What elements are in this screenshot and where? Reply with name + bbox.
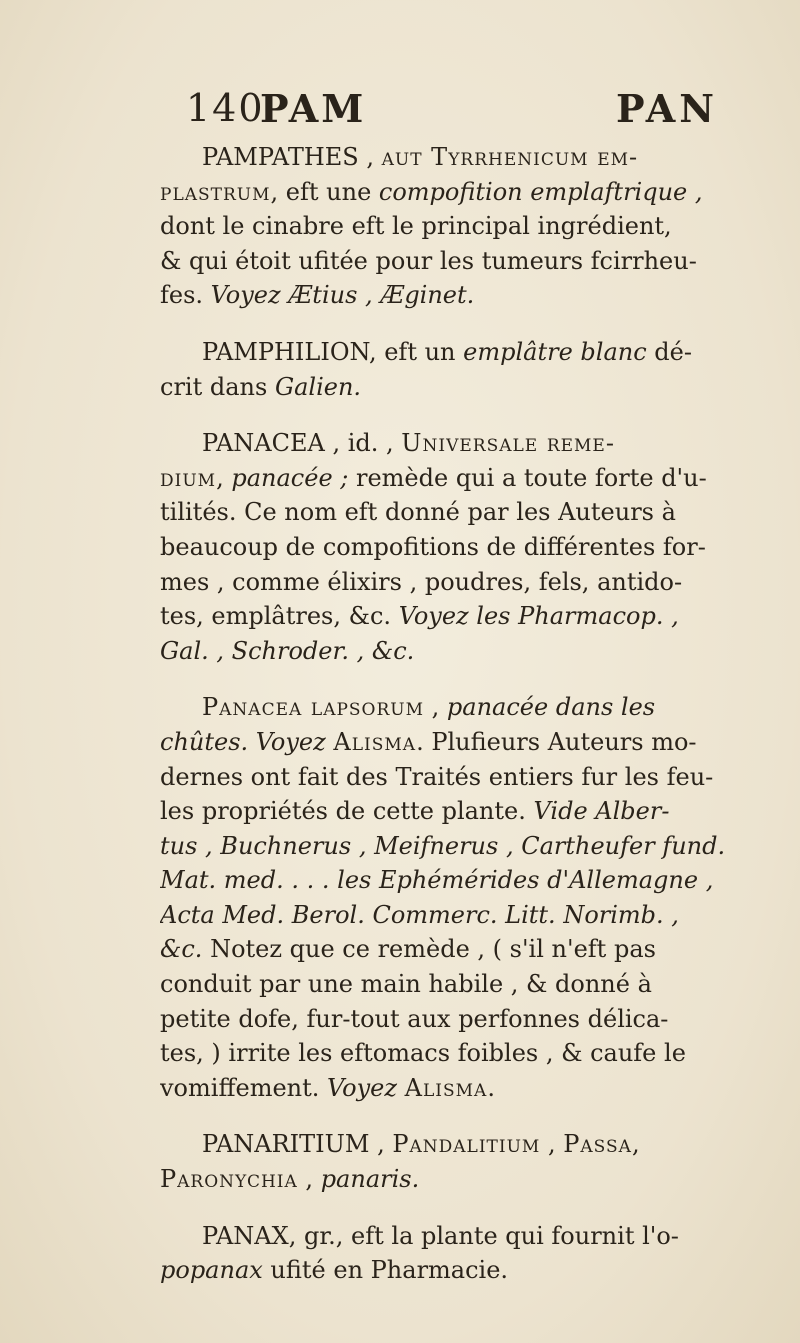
entry-line [160, 599, 760, 634]
text-segment: panacée ; [231, 463, 349, 492]
text-segment: panacée dans les [446, 693, 656, 722]
dictionary-entry [160, 690, 760, 1105]
text-segment: ufité en Pharmacie. [262, 1256, 509, 1285]
text-segment: Alisma [404, 1073, 488, 1102]
text-segment: panaris. [320, 1165, 420, 1194]
text-segment: PANACEA , id. , [202, 429, 402, 458]
text-segment: Acta Med. Berol. Commerc. Litt. Norimb. , [160, 900, 679, 929]
text-segment: Universale reme- [401, 429, 615, 458]
entry-line [160, 829, 760, 864]
text-segment: beaucoup de compofitions de différentes for- [160, 532, 706, 561]
entry-line [160, 794, 760, 829]
text-segment: popanax [160, 1256, 263, 1285]
text-segment: Voyez les Pharmacop. , [398, 602, 679, 631]
text-segment: , [631, 1130, 640, 1159]
text-segment: , [540, 1130, 564, 1159]
text-segment: fes. [160, 281, 211, 310]
text-segment: Gal. , Schroder. , &c. [160, 636, 415, 665]
entry-line [160, 370, 760, 405]
text-segment: conduit par une main habile , & donné à [160, 970, 652, 999]
text-segment: & qui étoit ufitée pour les tumeurs fcirrheu- [160, 246, 697, 275]
entry-line [160, 495, 760, 530]
entry-line [160, 565, 760, 600]
text-segment: aut Tyrrhenicum em- [381, 143, 639, 171]
text-segment: Alisma [333, 727, 417, 756]
text-segment: petite dofe, fur-tout aux perfonnes délica- [160, 1004, 669, 1033]
dictionary-body [160, 140, 760, 1288]
entry-line [160, 461, 760, 496]
entry-gap [160, 1105, 760, 1127]
text-segment: vomiffement. [160, 1073, 328, 1102]
text-segment: emplâtre blanc [463, 337, 647, 366]
text-segment: , [216, 463, 232, 492]
text-segment [397, 1074, 405, 1102]
entry-line [160, 244, 760, 279]
text-segment: dé- [646, 337, 692, 366]
text-segment: tilités. Ce nom eft donné par les Auteurs à [160, 498, 676, 527]
entry-line [160, 725, 760, 760]
entry-line [160, 1219, 760, 1254]
text-segment: PANAX, gr., eft la plante qui fournit l'o- [202, 1221, 679, 1250]
text-segment: Notez que ce remède , ( s'il n'eft pas [202, 935, 656, 964]
text-segment: remède qui a toute forte d'u- [348, 463, 707, 492]
text-segment: Mat. med. . . . les Ephémérides d'Allemagne , [160, 866, 714, 895]
entry-line [160, 1002, 760, 1037]
entry-line [160, 898, 760, 933]
text-segment: crit dans [160, 372, 275, 401]
text-segment: mes , comme élixirs , poudres, fels, antido- [160, 567, 683, 596]
entry-line [160, 690, 760, 725]
entry-line [160, 140, 760, 175]
entry-line [160, 1127, 760, 1162]
header-left-word: PAM [260, 86, 367, 131]
text-segment: Voyez Ætius , Æginet. [210, 281, 475, 310]
entry-gap [160, 668, 760, 690]
text-segment: &c. [160, 935, 203, 964]
text-segment: tus , Buchnerus , Meifnerus , Cartheufer fund. [160, 831, 726, 860]
running-header [186, 86, 718, 138]
text-segment: dont le cinabre eft le principal ingrédient, [160, 212, 672, 241]
entry-line [160, 967, 760, 1002]
text-segment: PAMPATHES , [202, 143, 382, 171]
text-segment: PAMPHILION, eft un [202, 337, 464, 366]
dictionary-entry [160, 1127, 760, 1196]
text-segment: Vide Alber- [533, 797, 670, 826]
text-segment: Passa [563, 1130, 632, 1159]
entry-line [160, 634, 760, 669]
page-number: 140 [186, 86, 265, 130]
text-segment: . [487, 1073, 495, 1102]
text-segment: , [297, 1165, 321, 1194]
entry-gap [160, 1197, 760, 1219]
text-segment: , eft une [270, 177, 379, 206]
dictionary-entry [160, 1219, 760, 1288]
entry-line [160, 1036, 760, 1071]
text-segment: tes, ) irrite les eftomacs foibles , & caufe le [160, 1039, 686, 1068]
header-right-word: PAN [615, 86, 718, 131]
entry-line [160, 760, 760, 795]
dictionary-entry [160, 140, 760, 313]
entry-line [160, 335, 760, 370]
entry-line [160, 1162, 760, 1197]
entry-gap [160, 313, 760, 335]
entry-line [160, 863, 760, 898]
entry-line [160, 209, 760, 244]
text-segment: dernes ont fait des Traités entiers fur les feu- [160, 762, 714, 791]
entry-line [160, 175, 760, 210]
dictionary-entry [160, 335, 760, 404]
text-segment: plastrum [160, 177, 271, 206]
text-segment: Voyez [327, 1073, 397, 1102]
text-segment: tes, emplâtres, &c. [160, 602, 399, 631]
entry-line [160, 278, 760, 313]
text-segment: PANARITIUM , [202, 1130, 393, 1159]
entry-line [160, 1253, 760, 1288]
dictionary-entry [160, 426, 760, 668]
text-segment: dium [160, 463, 217, 492]
entry-line [160, 1071, 760, 1106]
entry-line [160, 530, 760, 565]
text-segment: compofition emplaftrique , [378, 177, 703, 206]
text-segment: les propriétés de cette plante. [160, 797, 534, 826]
text-segment: Pandalitium [392, 1130, 541, 1159]
text-segment: , [424, 693, 447, 722]
text-segment: Panacea lapsorum [202, 693, 425, 722]
text-segment: Galien. [274, 372, 362, 401]
text-segment: . Plufieurs Auteurs mo- [416, 727, 697, 756]
text-segment: Paronychia [160, 1165, 298, 1194]
entry-line [160, 426, 760, 461]
entry-gap [160, 404, 760, 426]
entry-line [160, 932, 760, 967]
text-segment: chûtes. Voyez [160, 727, 326, 756]
